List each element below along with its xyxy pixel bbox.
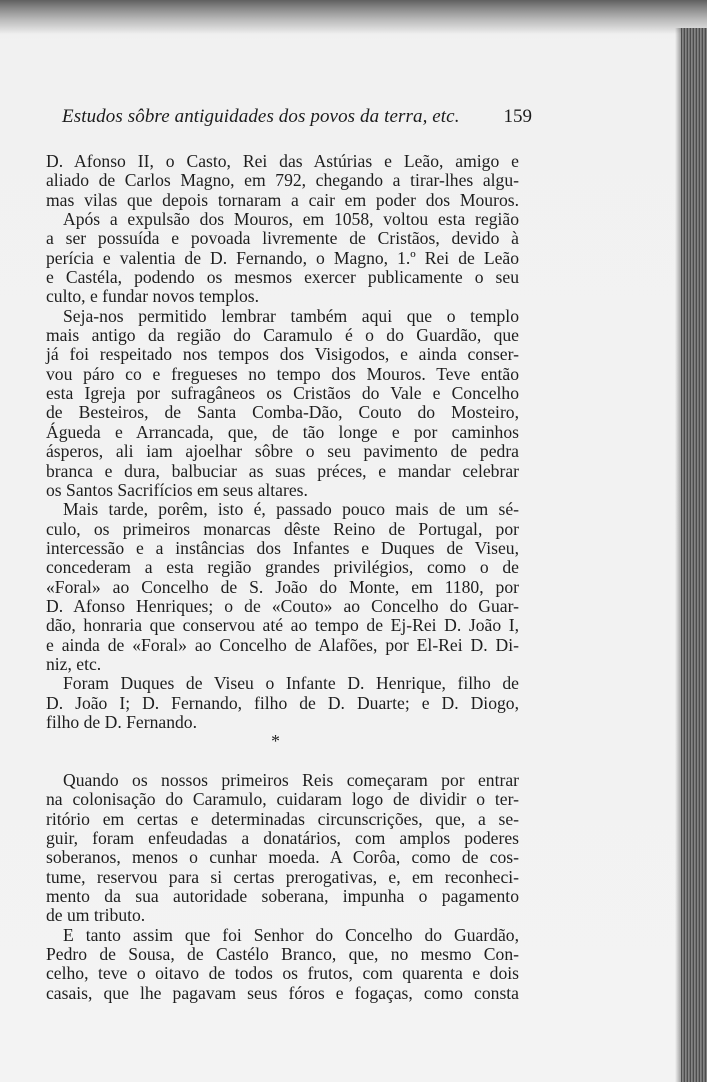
- text-line: D. Afonso II, o Casto, Rei das Astúrias e Leão, amigo e: [46, 151, 519, 171]
- text-line: concederam a esta região grandes privilégios, como o de: [46, 557, 519, 578]
- text-line: Quando os nossos primeiros Reis começaram por entrar: [63, 770, 519, 790]
- text-line: na colonisação do Caramulo, cuidaram logo de dividir o ter-: [46, 789, 519, 810]
- text-line: Foram Duques de Viseu o Infante D. Henrique, filho de: [63, 673, 519, 694]
- text-line: soberanos, menos o cunhar moeda. A Corôa, como de cos-: [46, 847, 519, 868]
- text-line: tume, reservou para si certas prerogativas, e, em reconheci-: [46, 866, 519, 887]
- text-line: aliado de Carlos Magno, em 792, chegando a tirar-lhes algu-: [46, 170, 519, 191]
- text-line: guir, foram enfeudadas a donatários, com amplos poderes: [46, 828, 519, 849]
- book-page-edges: [681, 28, 707, 1082]
- text-line: «Foral» ao Concelho de S. João do Monte, em 1180, por: [46, 576, 519, 597]
- text-line: Seja-nos permitido lembrar também aqui que o templo: [63, 305, 519, 326]
- text-line: filho de D. Fernando.: [46, 711, 197, 732]
- text-line: Mais tarde, porêm, isto é, passado pouco mais de um sé-: [63, 499, 519, 520]
- text-line: D. João I; D. Fernando, filho de D. Duarte; e D. Diogo,: [46, 692, 519, 713]
- text-line: os Santos Sacrifícios em seus altares.: [46, 479, 308, 500]
- text-line: perícia e valentia de D. Fernando, o Magno, 1.º Rei de Leão: [46, 247, 519, 268]
- text-line: ásperos, ali iam ajoelhar sôbre o seu pavimento de pedra: [46, 441, 519, 462]
- text-line: mais antigo da região do Caramulo é o do Guardão, que: [46, 325, 519, 346]
- text-line: casais, que lhe pagavam seus fóros e fogaças, como consta: [46, 982, 519, 1003]
- text-line: dão, honraria que conservou até ao tempo de Ej-Rei D. João I,: [46, 615, 519, 636]
- text-line: mento da sua autoridade soberana, impunha o pagamento: [46, 886, 519, 907]
- text-line: já foi respeitado nos tempos dos Visigodos, e ainda conser-: [46, 344, 519, 365]
- section-separator: *: [271, 731, 280, 752]
- text-line: Pedro de Sousa, de Castélo Branco, que, no mesmo Con-: [46, 944, 519, 965]
- running-head-title: Estudos sôbre antiguidades dos povos da terra, etc.: [62, 106, 460, 127]
- text-line: ritório em certas e determinadas circunscrições, que, a se-: [46, 808, 519, 829]
- top-scan-shadow: [0, 0, 707, 34]
- text-line: niz, etc.: [46, 653, 102, 674]
- text-line: E tanto assim que foi Senhor do Concelho do Guardão,: [63, 924, 519, 945]
- text-line: D. Afonso Henriques; o de «Couto» ao Concelho do Guar-: [46, 595, 519, 616]
- text-line: esta Igreja por sufragâneos os Cristãos do Vale e Concelho: [46, 383, 519, 404]
- text-line: intercessão e a instâncias dos Infantes e Duques de Viseu,: [46, 537, 519, 558]
- text-line: de Besteiros, de Santa Comba-Dão, Couto do Mosteiro,: [46, 402, 519, 423]
- text-line: de um tributo.: [46, 905, 146, 926]
- text-line: Águeda e Arrancada, que, de tão longe e por caminhos: [46, 421, 519, 442]
- page-number: 159: [503, 106, 532, 127]
- blank-gap: [46, 752, 519, 771]
- text-line: e Castéla, podendo os mesmos exercer publicamente o seu: [46, 267, 519, 288]
- text-line: culo, os primeiros monarcas dêste Reino de Portugal, por: [46, 518, 519, 539]
- text-line: branca e dura, balbuciar as suas préces, e mandar celebrar: [46, 460, 519, 481]
- text-line: e ainda de «Foral» ao Concelho de Alafões, por El-Rei D. Di-: [46, 634, 519, 655]
- text-line: vou páro co e fregueses no tempo dos Mouros. Teve então: [46, 363, 519, 384]
- text-line: culto, e fundar novos templos.: [46, 286, 260, 307]
- text-line: celho, teve o oitavo de todos os frutos, com quarenta e dois: [46, 963, 519, 984]
- body-text: [46, 152, 519, 1003]
- text-line: mas vilas que depois tornaram a cair em poder dos Mouros.: [46, 189, 519, 210]
- text-line: a ser possuída e povoada livremente de Cristãos, devido à: [46, 228, 519, 249]
- text-line: Após a expulsão dos Mouros, em 1058, voltou esta região: [63, 209, 519, 230]
- running-head: [62, 106, 532, 134]
